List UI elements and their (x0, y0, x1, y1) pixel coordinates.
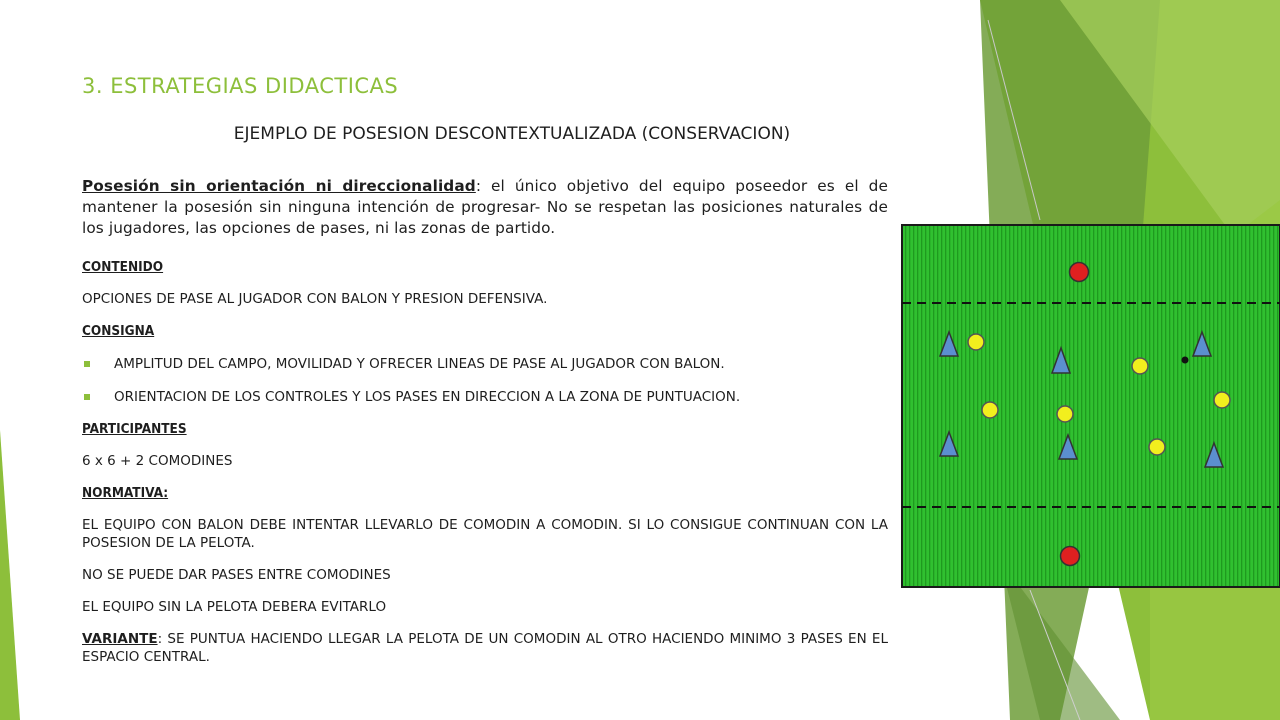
normativa-line: EL EQUIPO CON BALON DEBE INTENTAR LLEVARLO DE COMODIN A COMODIN. SI LO CONSIGUE CONTINUAN CON LA POSESION DE LA PELOTA. (82, 517, 888, 551)
slide-subtitle: EJEMPLO DE POSESION DESCONTEXTUALIZADA (CONSERVACION) (233, 124, 791, 144)
yellow-player (982, 402, 998, 418)
bullet-icon (84, 394, 90, 400)
variante-text: : SE PUNTUA HACIENDO LLEGAR LA PELOTA DE UN COMODIN AL OTRO HACIENDO MINIMO 3 PASES EN EL ESPACIO CENTRAL. (82, 631, 888, 665)
intro-text: : el único objetivo del equipo poseedor es el de mantener la posesión sin ninguna intención de progresar- No se respetan las posiciones naturales de los jugadores, las opciones de pases, ni las zonas de partido. (82, 177, 889, 237)
participantes-label: PARTICIPANTES (82, 421, 187, 437)
intro-paragraph (82, 176, 888, 239)
normativa-label: NORMATIVA: (82, 485, 169, 501)
variante-paragraph (82, 630, 888, 666)
normativa-line: NO SE PUEDE DAR PASES ENTRE COMODINES (82, 567, 391, 583)
yellow-player (968, 334, 984, 350)
intro-term: Posesión sin orientación ni direccionalidad (82, 177, 476, 195)
pitch-diagram (901, 224, 1280, 588)
consigna-item-text: ORIENTACION DE LOS CONTROLES Y LOS PASES EN DIRECCION A LA ZONA DE PUNTUACION. (114, 389, 741, 405)
ball-icon (1182, 357, 1189, 364)
comodin-player (1061, 547, 1080, 566)
content-body (82, 176, 888, 666)
section-title: 3. ESTRATEGIAS DIDACTICAS (82, 74, 399, 98)
normativa-line: EL EQUIPO SIN LA PELOTA DEBERA EVITARLO (82, 599, 387, 615)
consigna-item (82, 388, 888, 406)
bullet-icon (84, 361, 90, 367)
consigna-item (82, 355, 888, 373)
variante-label: VARIANTE (82, 631, 158, 647)
yellow-player (1214, 392, 1230, 408)
yellow-player (1057, 406, 1073, 422)
contenido-text: OPCIONES DE PASE AL JUGADOR CON BALON Y PRESION DEFENSIVA. (82, 291, 548, 307)
consigna-label: CONSIGNA (82, 323, 155, 339)
comodin-player (1070, 263, 1089, 282)
contenido-label: CONTENIDO (82, 259, 164, 275)
participantes-text: 6 x 6 + 2 COMODINES (82, 453, 233, 469)
yellow-player (1132, 358, 1148, 374)
consigna-item-text: AMPLITUD DEL CAMPO, MOVILIDAD Y OFRECER LINEAS DE PASE AL JUGADOR CON BALON. (114, 356, 725, 372)
yellow-player (1149, 439, 1165, 455)
pitch-svg (901, 224, 1280, 588)
